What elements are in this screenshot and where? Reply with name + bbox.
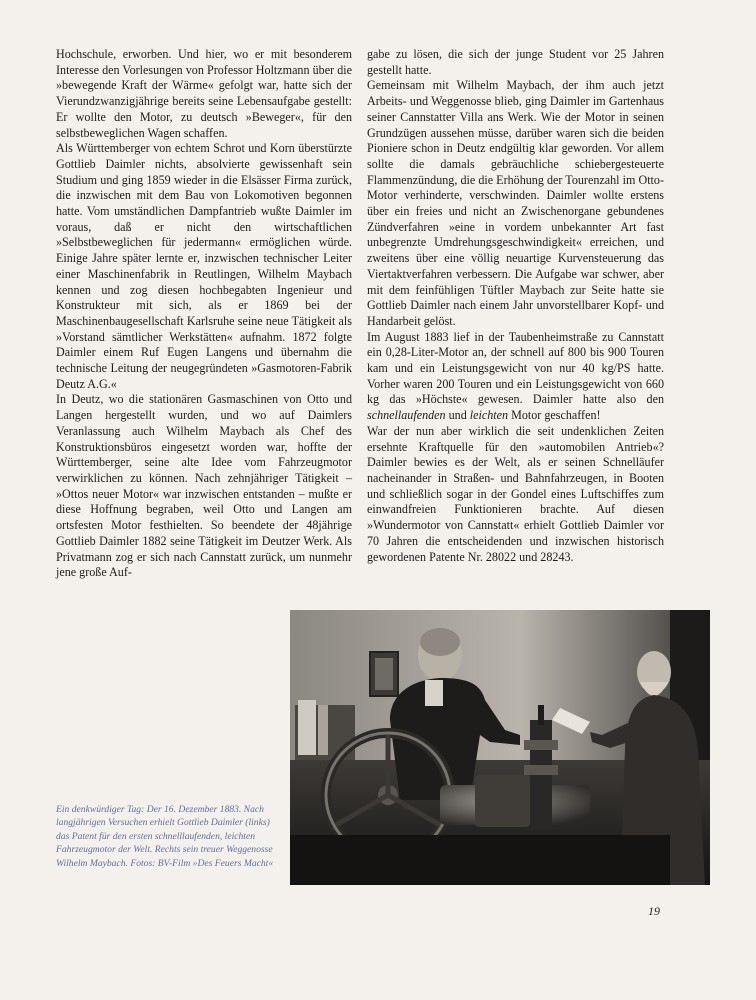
paragraph: In Deutz, wo die stationären Gasmaschinen von Otto und Langen hergestellt wurden, und wo auf Daimlers Veranlassung auch Wilhelm Maybach als Chef des Konstruktionsbüros eingesetzt worden war, hoffte der Württemberger, seine alte Idee vom Fahrzeugmotor verwirklichen zu können. Nach zehnjähriger Tätigkeit – »Ottos neuer Motor« war inzwischen entstanden – mußte er diese Hoffnung begraben, weil Otto und Langen am ortsfesten Motor festhielten. So beendete der 48jährige Gottlieb Daimler 1882 seine Tätigkeit im Deutzer Werk. Als Privatmann zog er sich nach Cannstatt zurück, um nunmehr jene große Auf-: [56, 392, 352, 580]
emphasis-fast: schnellaufenden: [367, 408, 446, 423]
paragraph: Gemeinsam mit Wilhelm Maybach, der ihm auch jetzt Arbeits- und Weggenosse blieb, ging Daimler im Gartenhaus seiner Cannstatter Villa ans Werk. Wie der Motor in seinen Grundzügen aussehen müsse, darüber waren sich die beiden Pioniere schon in Deutz endgültig klar geworden. Vor allem sollte die damals gebräuchliche schiebergesteuerte Flammenzündung, die die Erhöhung der Tourenzahl im Otto-Motor verhinderte, verschwinden. Daimler wollte erstens über ein freies und nicht an Zwischenorgane gebundenes Zündverfahren »eine in vordem unbekannter Art fast unbegrenzte Umdrehungsgeschwindigkeit« erreichen, und zweitens über eine völlig neuartige Kurvensteuerung das Viertaktverfahren verbessern. Die Aufgabe war schwer, aber mit dem feinfühligen Tüftler Maybach zur Seite hatte sie Gottlieb Daimler nach einem Jahr unvorstellbarer Kopf- und Handarbeit gelöst.: [367, 78, 664, 328]
left-text-column: [56, 47, 352, 581]
paragraph-text: Im August 1883 lief in der Taubenheimstraße zu Cannstatt ein 0,28-Liter-Motor an, der schnell auf 800 bis 900 Touren kam und ein Leistungsgewicht von nur 40 kg/PS hatte. Vorher waren 200 Touren und ein Leistungsgewicht von 660 kg das »Höchste« gewesen. Daimler hatte also den: [367, 329, 664, 407]
emphasis-light: leichten: [469, 408, 509, 423]
paragraph-text: Motor geschaffen!: [508, 408, 601, 423]
historical-photo: [290, 610, 710, 885]
photo-caption: Ein denkwürdiger Tag: Der 16. Dezember 1883. Nach langjährigen Versuchen erhielt Gottlieb Daimler (links) das Patent für den ersten schnelllaufenden, leichten Fahrzeugmotor der Welt. Rechts sein treuer Weggenosse Wilhelm Maybach. Fotos: BV-Film »Des Feuers Macht«: [56, 804, 274, 869]
paragraph: Als Württemberger von echtem Schrot und Korn überstürzte Gottlieb Daimler nichts, absolvierte gewissenhaft sein Studium und ging 1859 wieder in die Elsässer Firma zurück, die inzwischen mit dem Bau von Lokomotiven begonnen hatte. Vom umständlichen Dampfantrieb wußte Daimler im voraus, daß er nicht den wirtschaftlichen »Selbstbeweglichen für jedermann« ermöglichen würde. Einige Jahre später lernte er, inzwischen technischer Leiter einer Maschinenfabrik in Reutlingen, Wilhelm Maybach kennen und zog diesen hochbegabten Ingenieur und Konstrukteur mit sich, als er 1869 bei der Maschinenbaugesellschaft Karlsruhe seine neue Tätigkeit als »Vorstand sämtlicher Werkstätten« aufnahm. 1872 folgte Daimler einem Ruf Eugen Langens und übernahm die technische Leitung der neugegründeten »Gasmotoren-Fabrik Deutz A.G.«: [56, 141, 352, 391]
right-text-column: [367, 47, 664, 565]
paragraph-text: und: [445, 408, 470, 423]
page-number: 19: [648, 904, 660, 918]
paragraph: Hochschule, erworben. Und hier, wo er mit besonderem Interesse den Vorlesungen von Professor Holtzmann über die »bewegende Kraft der Wärme« gefolgt war, hatte sich der Vierundzwanzigjährige bereits seine Lebensaufgabe gestellt: Er wollte den Motor, zu deutsch »Beweger«, für den selbstbeweglichen Wagen schaffen.: [56, 47, 352, 140]
paragraph: gabe zu lösen, die sich der junge Student vor 25 Jahren gestellt hatte.: [367, 47, 664, 77]
paragraph: War der nun aber wirklich die seit undenklichen Zeiten ersehnte Kraftquelle für den »automobilen Antrieb«? Daimler bewies es der Welt, als er seinen Schnelläufer nacheinander in Straßen- und Bahnfahrzeugen, in Booten und schließlich sogar in der Gondel eines Luftschiffes zum einwandfreien Funktionieren brachte. Auf diesen »Wundermotor von Cannstatt« erhielt Gottlieb Daimler vor 70 Jahren die entscheidenden und inzwischen historisch gewordenen Patente Nr. 28022 und 28243.: [367, 423, 664, 564]
paragraph: [367, 330, 664, 424]
